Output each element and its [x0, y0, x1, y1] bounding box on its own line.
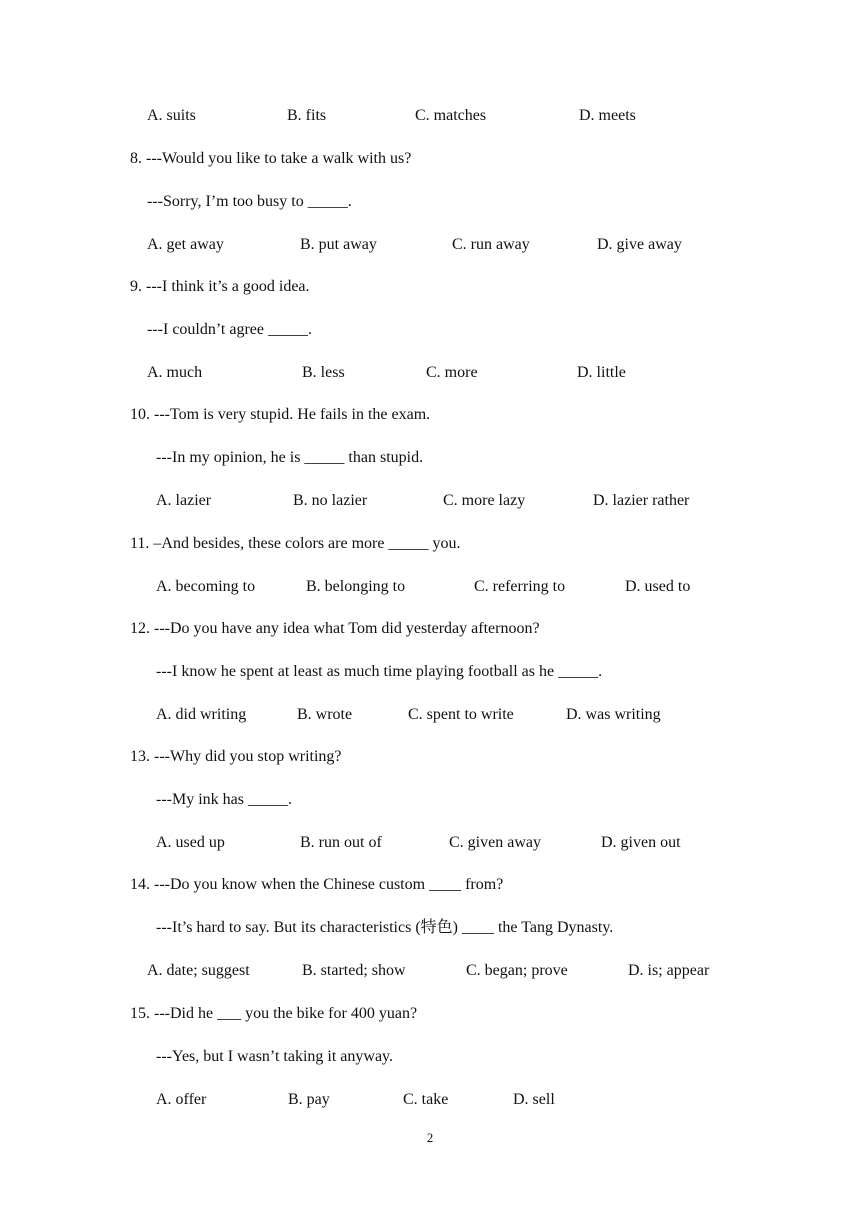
q10-option-b: B. no lazier — [293, 492, 368, 509]
q14-option-b: B. started; show — [302, 962, 406, 979]
q13-option-c: C. given away — [449, 834, 541, 851]
q10-option-c: C. more lazy — [443, 492, 526, 509]
q12-option-b: B. wrote — [297, 706, 353, 723]
q14-option-a: A. date; suggest — [147, 962, 250, 979]
q10-option-d: D. lazier rather — [593, 492, 690, 509]
q13-option-d: D. given out — [601, 834, 681, 851]
q11-option-a: A. becoming to — [156, 578, 256, 595]
q11-option-b: B. belonging to — [306, 578, 406, 595]
q13-stem: 13. ---Why did you stop writing? — [130, 748, 342, 765]
q7-option-c: C. matches — [415, 107, 487, 124]
q8-option-c: C. run away — [452, 236, 530, 253]
q9-stem: 9. ---I think it’s a good idea. — [130, 278, 310, 295]
q9-option-c: C. more — [426, 364, 478, 381]
q7-option-a: A. suits — [147, 107, 196, 124]
q9-option-b: B. less — [302, 364, 345, 381]
q13-reply: ---My ink has _____. — [156, 791, 292, 808]
q13-option-a: A. used up — [156, 834, 225, 851]
q15-reply: ---Yes, but I wasn’t taking it anyway. — [156, 1048, 394, 1065]
q15-option-d: D. sell — [513, 1091, 555, 1108]
q15-option-a: A. offer — [156, 1091, 207, 1108]
q14-option-d: D. is; appear — [628, 962, 710, 979]
q11-option-d: D. used to — [625, 578, 691, 595]
q14-stem: 14. ---Do you know when the Chinese custom ____ from? — [130, 876, 504, 893]
q14-reply: ---It’s hard to say. But its characteristics (特色) ____ the Tang Dynasty. — [156, 919, 614, 936]
q9-option-d: D. little — [577, 364, 626, 381]
q10-option-a: A. lazier — [156, 492, 212, 509]
q15-option-b: B. pay — [288, 1091, 330, 1108]
q11-option-c: C. referring to — [474, 578, 566, 595]
q12-option-a: A. did writing — [156, 706, 247, 723]
q8-option-d: D. give away — [597, 236, 682, 253]
q15-stem: 15. ---Did he ___ you the bike for 400 yuan? — [130, 1005, 418, 1022]
q12-stem: 12. ---Do you have any idea what Tom did yesterday afternoon? — [130, 620, 540, 637]
q12-option-c: C. spent to write — [408, 706, 514, 723]
q11-stem: 11. –And besides, these colors are more _____ you. — [130, 535, 461, 552]
q8-option-b: B. put away — [300, 236, 377, 253]
q10-stem: 10. ---Tom is very stupid. He fails in the exam. — [130, 406, 431, 423]
q15-option-c: C. take — [403, 1091, 449, 1108]
q9-option-a: A. much — [147, 364, 203, 381]
q14-option-c: C. began; prove — [466, 962, 568, 979]
q12-option-d: D. was writing — [566, 706, 661, 723]
q8-reply: ---Sorry, I’m too busy to _____. — [147, 193, 352, 210]
q8-stem: 8. ---Would you like to take a walk with us? — [130, 150, 412, 167]
q8-option-a: A. get away — [147, 236, 224, 253]
q13-option-b: B. run out of — [300, 834, 382, 851]
q7-option-d: D. meets — [579, 107, 636, 124]
q10-reply: ---In my opinion, he is _____ than stupid. — [156, 449, 424, 466]
q9-reply: ---I couldn’t agree _____. — [147, 321, 312, 338]
page-number: 2 — [426, 1130, 434, 1145]
q7-option-b: B. fits — [287, 107, 327, 124]
q12-reply: ---I know he spent at least as much time playing football as he _____. — [156, 663, 603, 680]
